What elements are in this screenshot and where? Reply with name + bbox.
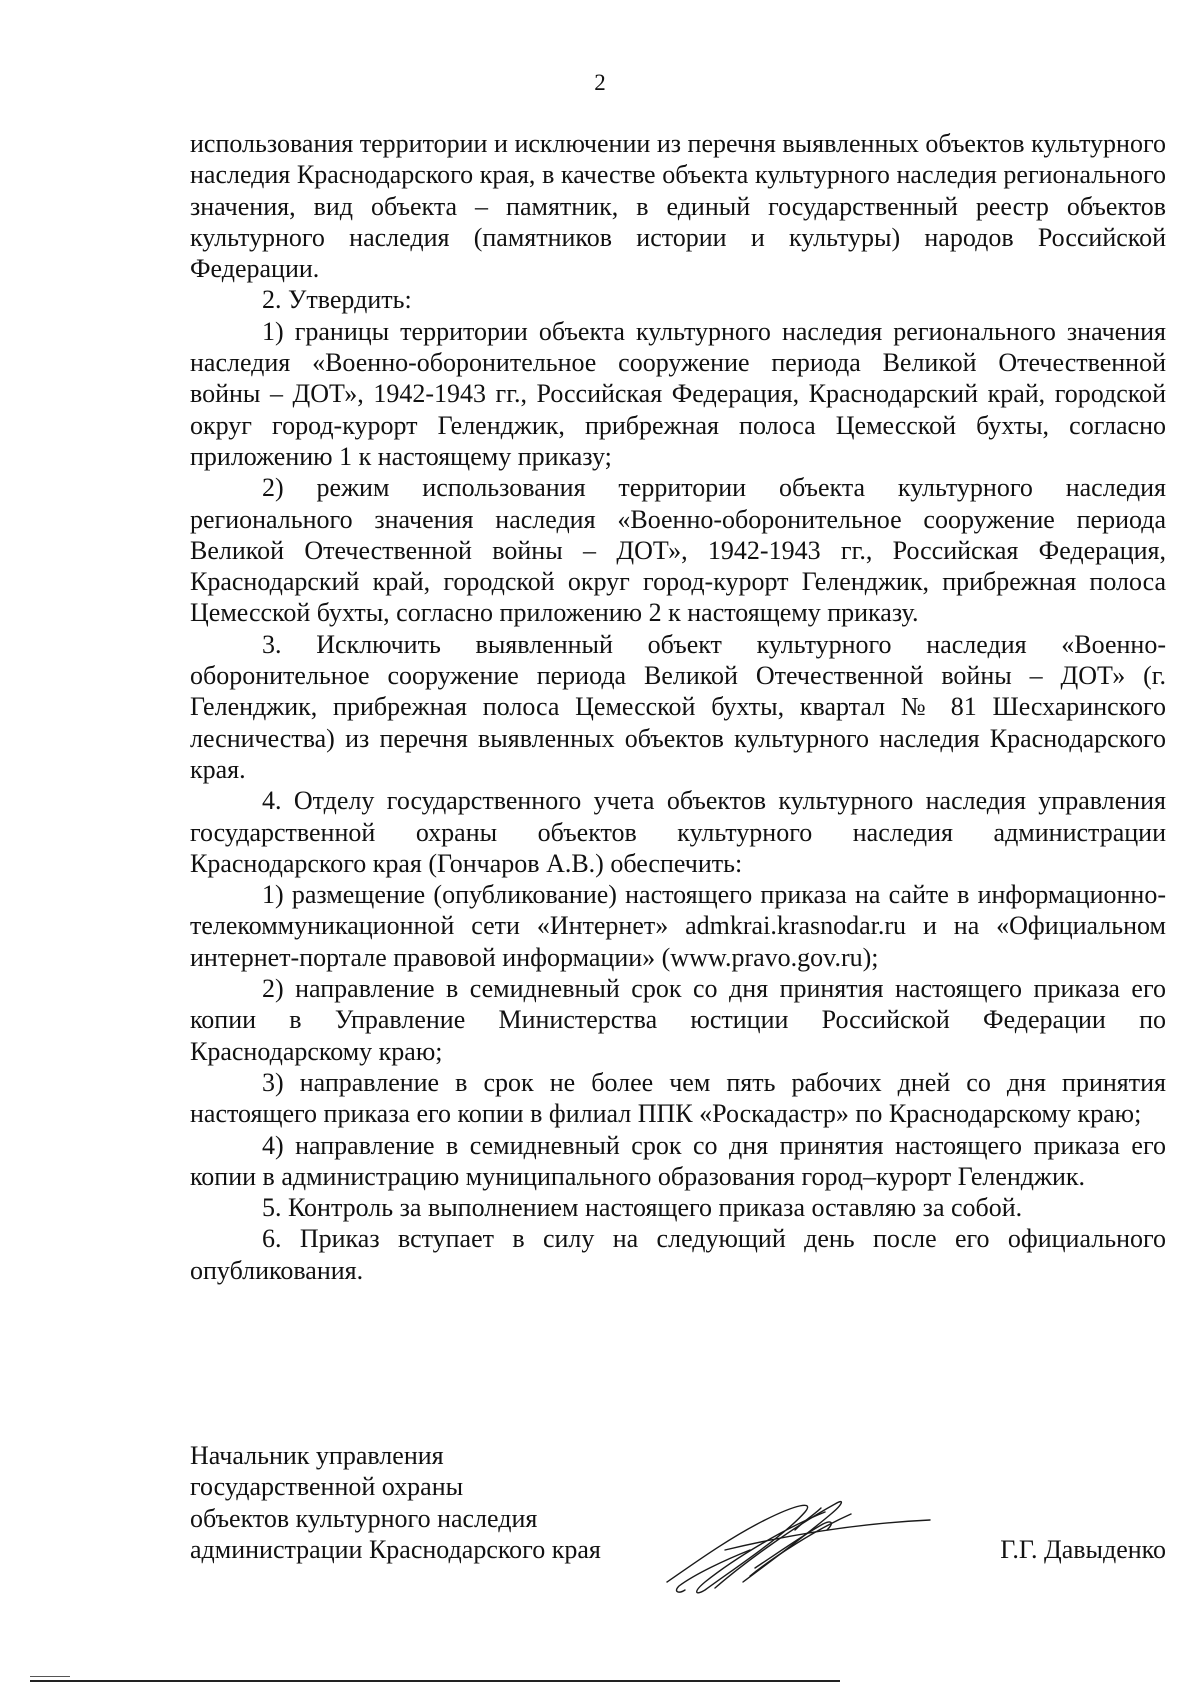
paragraph-continuation: использования территории и исключении из перечня выявленных объектов культурного наследия Краснодарского края, в качестве объекта культурного наследия регионального значения, вид объекта – памятник, в единый государственный реестр объектов культурного наследия (памятников истории и культуры) народов Российской Федерации.	[190, 129, 1166, 284]
page-number: 2	[594, 70, 606, 95]
handwritten-signature	[655, 1490, 935, 1600]
paragraph-item-4-4: 4) направление в семидневный срок со дня принятия настоящего приказа его копии в администрацию муниципального образования город–курорт Геленджик.	[190, 1130, 1166, 1191]
paragraph-item-4: 4. Отделу государственного учета объектов культурного наследия управления государственной охраны объектов культурного наследия администрации Краснодарского края (Гончаров А.В.) обеспечить:	[190, 786, 1166, 878]
signer-position-line: объектов культурного наследия	[190, 1503, 538, 1533]
paragraph-item-2-2: 2) режим использования территории объекта культурного наследия регионального значения наследия «Военно-оборонительное сооружение периода Великой Отечественной войны – ДОТ», 1942-1943 гг., Российская Федерация, Краснодарский край, городской округ город-курорт Геленджик, прибрежная полоса Цемесской бухты, согласно приложению 2 к настоящему приказу.	[190, 473, 1166, 628]
paragraph-item-6: 6. Приказ вступает в силу на следующий день после его официального опубликования.	[190, 1224, 1166, 1285]
paragraph-item-4-1: 1) размещение (опубликование) настоящего приказа на сайте в информационно-телекоммуникационной сети «Интернет» admkrai.krasnodar.ru и на «Официальном интернет-портале правовой информации» (www.pravo.gov.ru);	[190, 880, 1166, 972]
paragraph-item-4-2: 2) направление в семидневный срок со дня принятия настоящего приказа его копии в Управление Министерства юстиции Российской Федерации по Краснодарскому краю;	[190, 974, 1166, 1066]
footer-rule-mark	[30, 1676, 70, 1677]
signature-block	[190, 1440, 1166, 1600]
paragraph-item-2-1: 1) границы территории объекта культурного наследия регионального значения наследия «Военно-оборонительное сооружение периода Великой Отечественной войны – ДОТ», 1942-1943 гг., Российская Федерация, Краснодарский край, городской округ город-курорт Геленджик, прибрежная полоса Цемесской бухты, согласно приложению 1 к настоящему приказу;	[190, 316, 1166, 471]
signer-position-line: администрации Краснодарского края	[190, 1534, 601, 1564]
signer-position-line: государственной охраны	[190, 1472, 464, 1502]
signer-position-line: Начальник управления	[190, 1441, 444, 1470]
footer-rule	[30, 1680, 840, 1682]
document-body	[190, 128, 1166, 1286]
paragraph-item-2: 2. Утвердить:	[262, 285, 412, 315]
paragraph-item-3: 3. Исключить выявленный объект культурного наследия «Военно-оборонительное сооружение периода Великой Отечественной войны – ДОТ» (г. Геленджик, прибрежная полоса Цемесской бухты, квартал № 81 Шесхаринского лесничества) из перечня выявленных объектов культурного наследия Краснодарского края.	[190, 629, 1166, 784]
paragraph-item-5: 5. Контроль за выполнением настоящего приказа оставляю за собой.	[262, 1193, 1023, 1223]
paragraph-item-4-3: 3) направление в срок не более чем пять рабочих дней со дня принятия настоящего приказа его копии в филиал ППК «Роскадастр» по Краснодарскому краю;	[190, 1067, 1166, 1129]
signer-position	[190, 1440, 660, 1565]
signer-name: Г.Г. Давыденко	[1000, 1535, 1166, 1564]
